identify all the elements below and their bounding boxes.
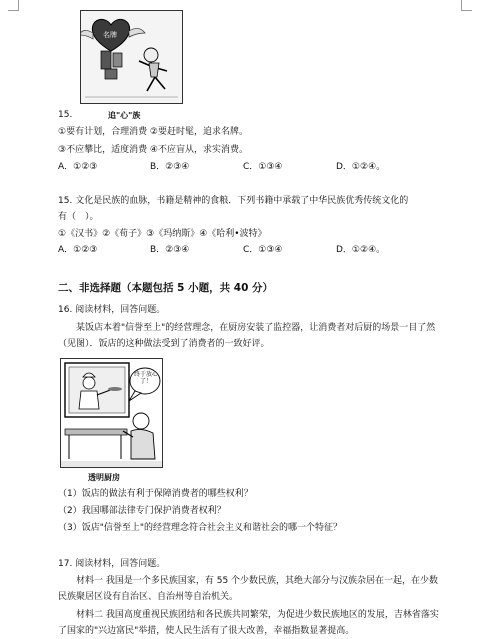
q15a-choices-line2: ③不应攀比，适度消费 ④不应盲从，求实消费。 — [58, 145, 248, 155]
q15b-number: 15. — [58, 196, 73, 206]
q15a-option-b: B．②③④ — [150, 162, 190, 172]
q16-number: 16. — [58, 305, 73, 315]
cartoon-drawing — [81, 11, 182, 103]
q16-material: 某饭店本着"信誉至上"的经营理念，在厨房安装了监控器，让消费者对后厨的场景一目了然（见图）．饭店的这种做法受到了消费者的一致好评。 — [58, 323, 436, 349]
q15a-choices-line1: ①要有计划，合理消费 ②要赶时髦，追求名牌。 — [58, 127, 248, 137]
q15a-option-d: D．①②④。 — [336, 162, 386, 172]
section2-heading: 二、非选择题（本题包括 5 小题，共 40 分） — [58, 282, 274, 294]
q16-sub2: （2）我国哪部法律专门保护消费者权利？ — [58, 506, 226, 516]
figure2-caption: 透明厨房 — [88, 473, 120, 482]
q15a-number: 15. — [58, 110, 73, 120]
q17-instruction: 阅读材料，回答问题。 — [75, 559, 166, 569]
q16-header — [58, 305, 165, 316]
q17-material2: 材料二 我国高度重视民族团结和各民族共同繁荣，为促进少数民族地区的发展，吉林省落实了国家的"兴边富民"举措，使人民生活有了很大改善，幸福指数显著提高。 — [58, 610, 439, 636]
q15b-option-a: A．①②③ — [58, 245, 98, 255]
q15a-option-c: C．①③④ — [243, 162, 283, 172]
q16-instruction: 阅读材料，回答问题。 — [75, 305, 166, 315]
q15b-stem-text: 文化是民族的血脉，书籍是精神的食粮．下列书籍中承载了中华民族优秀传统文化的 — [75, 196, 409, 206]
q15b-option-d: D．①②④。 — [336, 245, 386, 255]
crop-mark-top-right — [461, 0, 472, 11]
q17-number: 17. — [58, 559, 73, 569]
q16-sub1: （1）饭店的做法有利于保障消费者的哪些权利？ — [58, 489, 253, 499]
q16-sub3: （3）饭店"信誉至上"的经营理念符合社会主义和谐社会的哪一个特征？ — [58, 523, 343, 533]
q15b-choices: ①《汉书》②《荀子》③《玛纳斯》④《哈利•波特》 — [58, 229, 267, 239]
cartoon-transparent-kitchen — [60, 358, 163, 468]
q15a-option-a: A．①②③ — [58, 162, 98, 172]
cartoon-chasing-heart — [80, 10, 183, 104]
q15b-option-b: B．②③④ — [150, 245, 190, 255]
q15b-stem-line1 — [58, 196, 408, 207]
q17-material1: 材料一 我国是一个多民族国家，有 55 个少数民族，其绝大部分与汉族杂居在一起，在少数民族聚居区设有自治区、自治州等自治机关。 — [58, 576, 439, 602]
q17-header — [58, 559, 165, 570]
heart-brand-text: 名牌 — [103, 31, 117, 39]
figure1-caption: 追"心"族 — [108, 111, 141, 120]
crop-mark-top-left — [8, 0, 19, 11]
q15b-option-c: C．①③④ — [243, 245, 283, 255]
q15b-stem-line2: 有（ ）。 — [58, 212, 99, 222]
speech-bubble-text: 终于放心了！ — [133, 371, 158, 385]
